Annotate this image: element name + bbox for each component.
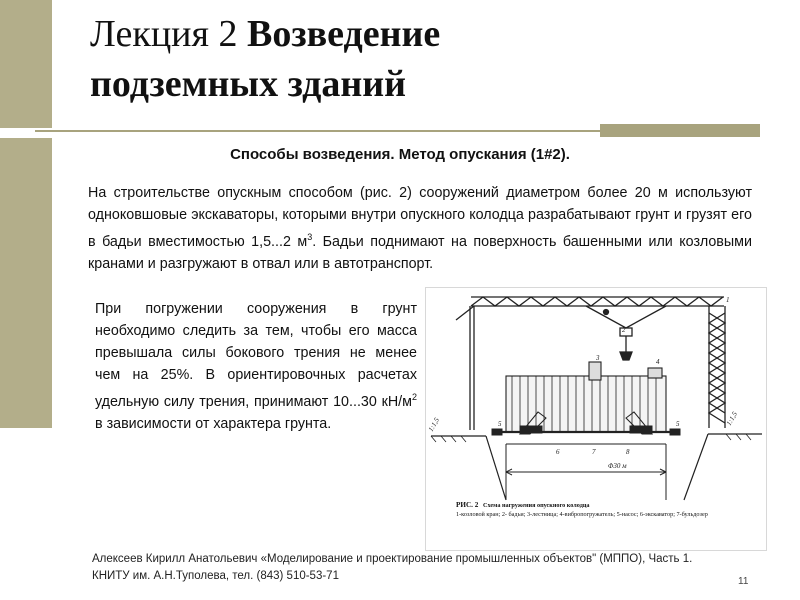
caption-title: Схема нагружения опускного колодца [483, 502, 590, 509]
part-number-5-left: 5 [498, 420, 502, 428]
part-number-6: 6 [556, 448, 560, 456]
decorative-side-bar-top [0, 0, 52, 128]
title-prefix: Лекция 2 [90, 13, 247, 55]
paragraph1-superscript: 3 [307, 232, 313, 242]
slide-title-line2: подземных зданий [90, 63, 407, 105]
part-number-5-right: 5 [676, 420, 680, 428]
paragraph1-text: На строительстве опускным способом (рис. 2) сооружений диаметром более 20 м используют одноковшовые экскаваторы, которыми внутри опускного колодца разрабатывают грунт и грузят его в бадьи вместимостью 1,5...2 м [88, 185, 752, 250]
slide-title-line1 [90, 12, 440, 56]
title-bold-part: Возведение [247, 13, 441, 55]
caisson-shell [502, 362, 670, 432]
excavation-pit [506, 444, 666, 500]
title-divider-accent [600, 124, 760, 137]
paragraph2-text-end: в зависимости от характера грунта. [95, 415, 332, 432]
caption-legend: 1-козловой кран; 2- бадьи; 3-лестница; 4-вибропогружатель; 5-насос; 6-экскаватор; 7-бульдозер [456, 511, 708, 518]
paragraph-friction [95, 298, 417, 435]
caption-title-row [456, 501, 761, 510]
paragraph2-text: При погружении сооружения в грунт необходимо следить за тем, чтобы его масса превышала силы бокового трения не менее чем на 25%. В ориентировочных расчетах удельную силу трения, принимают 10...30 кН/м [95, 301, 417, 410]
caisson-loading-diagram [425, 287, 767, 551]
paragraph1-text-end: . Бадьи поднимают на поверхность башенными или козловыми кранами и разгружают в отвал или в автотранспорт. [88, 233, 752, 272]
part-number-2: 2 [622, 326, 626, 334]
page-number: 11 [738, 576, 749, 587]
part-number-4: 4 [656, 358, 660, 366]
paragraph-excavation [88, 182, 752, 275]
slope-label-left: 1:1,5 [426, 416, 442, 433]
caption-tag: РИС. 2 [456, 501, 479, 509]
part-number-3: 3 [596, 354, 600, 362]
footer-author-line: Алексеев Кирилл Анатольевич «Моделирование и проектирование промышленных объектов" (МППО), Часть 1. [92, 553, 693, 565]
title-divider-line [35, 130, 600, 132]
slide-footer [92, 551, 752, 585]
paragraph2-superscript: 2 [411, 392, 417, 402]
section-subtitle: Способы возведения. Метод опускания (1#2). [230, 146, 570, 163]
part-number-7: 7 [592, 448, 596, 456]
decorative-side-bar-bottom [0, 138, 52, 428]
part-number-8: 8 [626, 448, 630, 456]
figure-caption [456, 501, 761, 519]
slope-label-right: 1:1,5 [724, 410, 740, 427]
part-number-1: 1 [726, 296, 730, 304]
diameter-label: Φ30 м [608, 462, 627, 470]
footer-institution-line: КНИТУ им. А.Н.Туполева, тел. (843) 510-53-71 [92, 570, 339, 582]
